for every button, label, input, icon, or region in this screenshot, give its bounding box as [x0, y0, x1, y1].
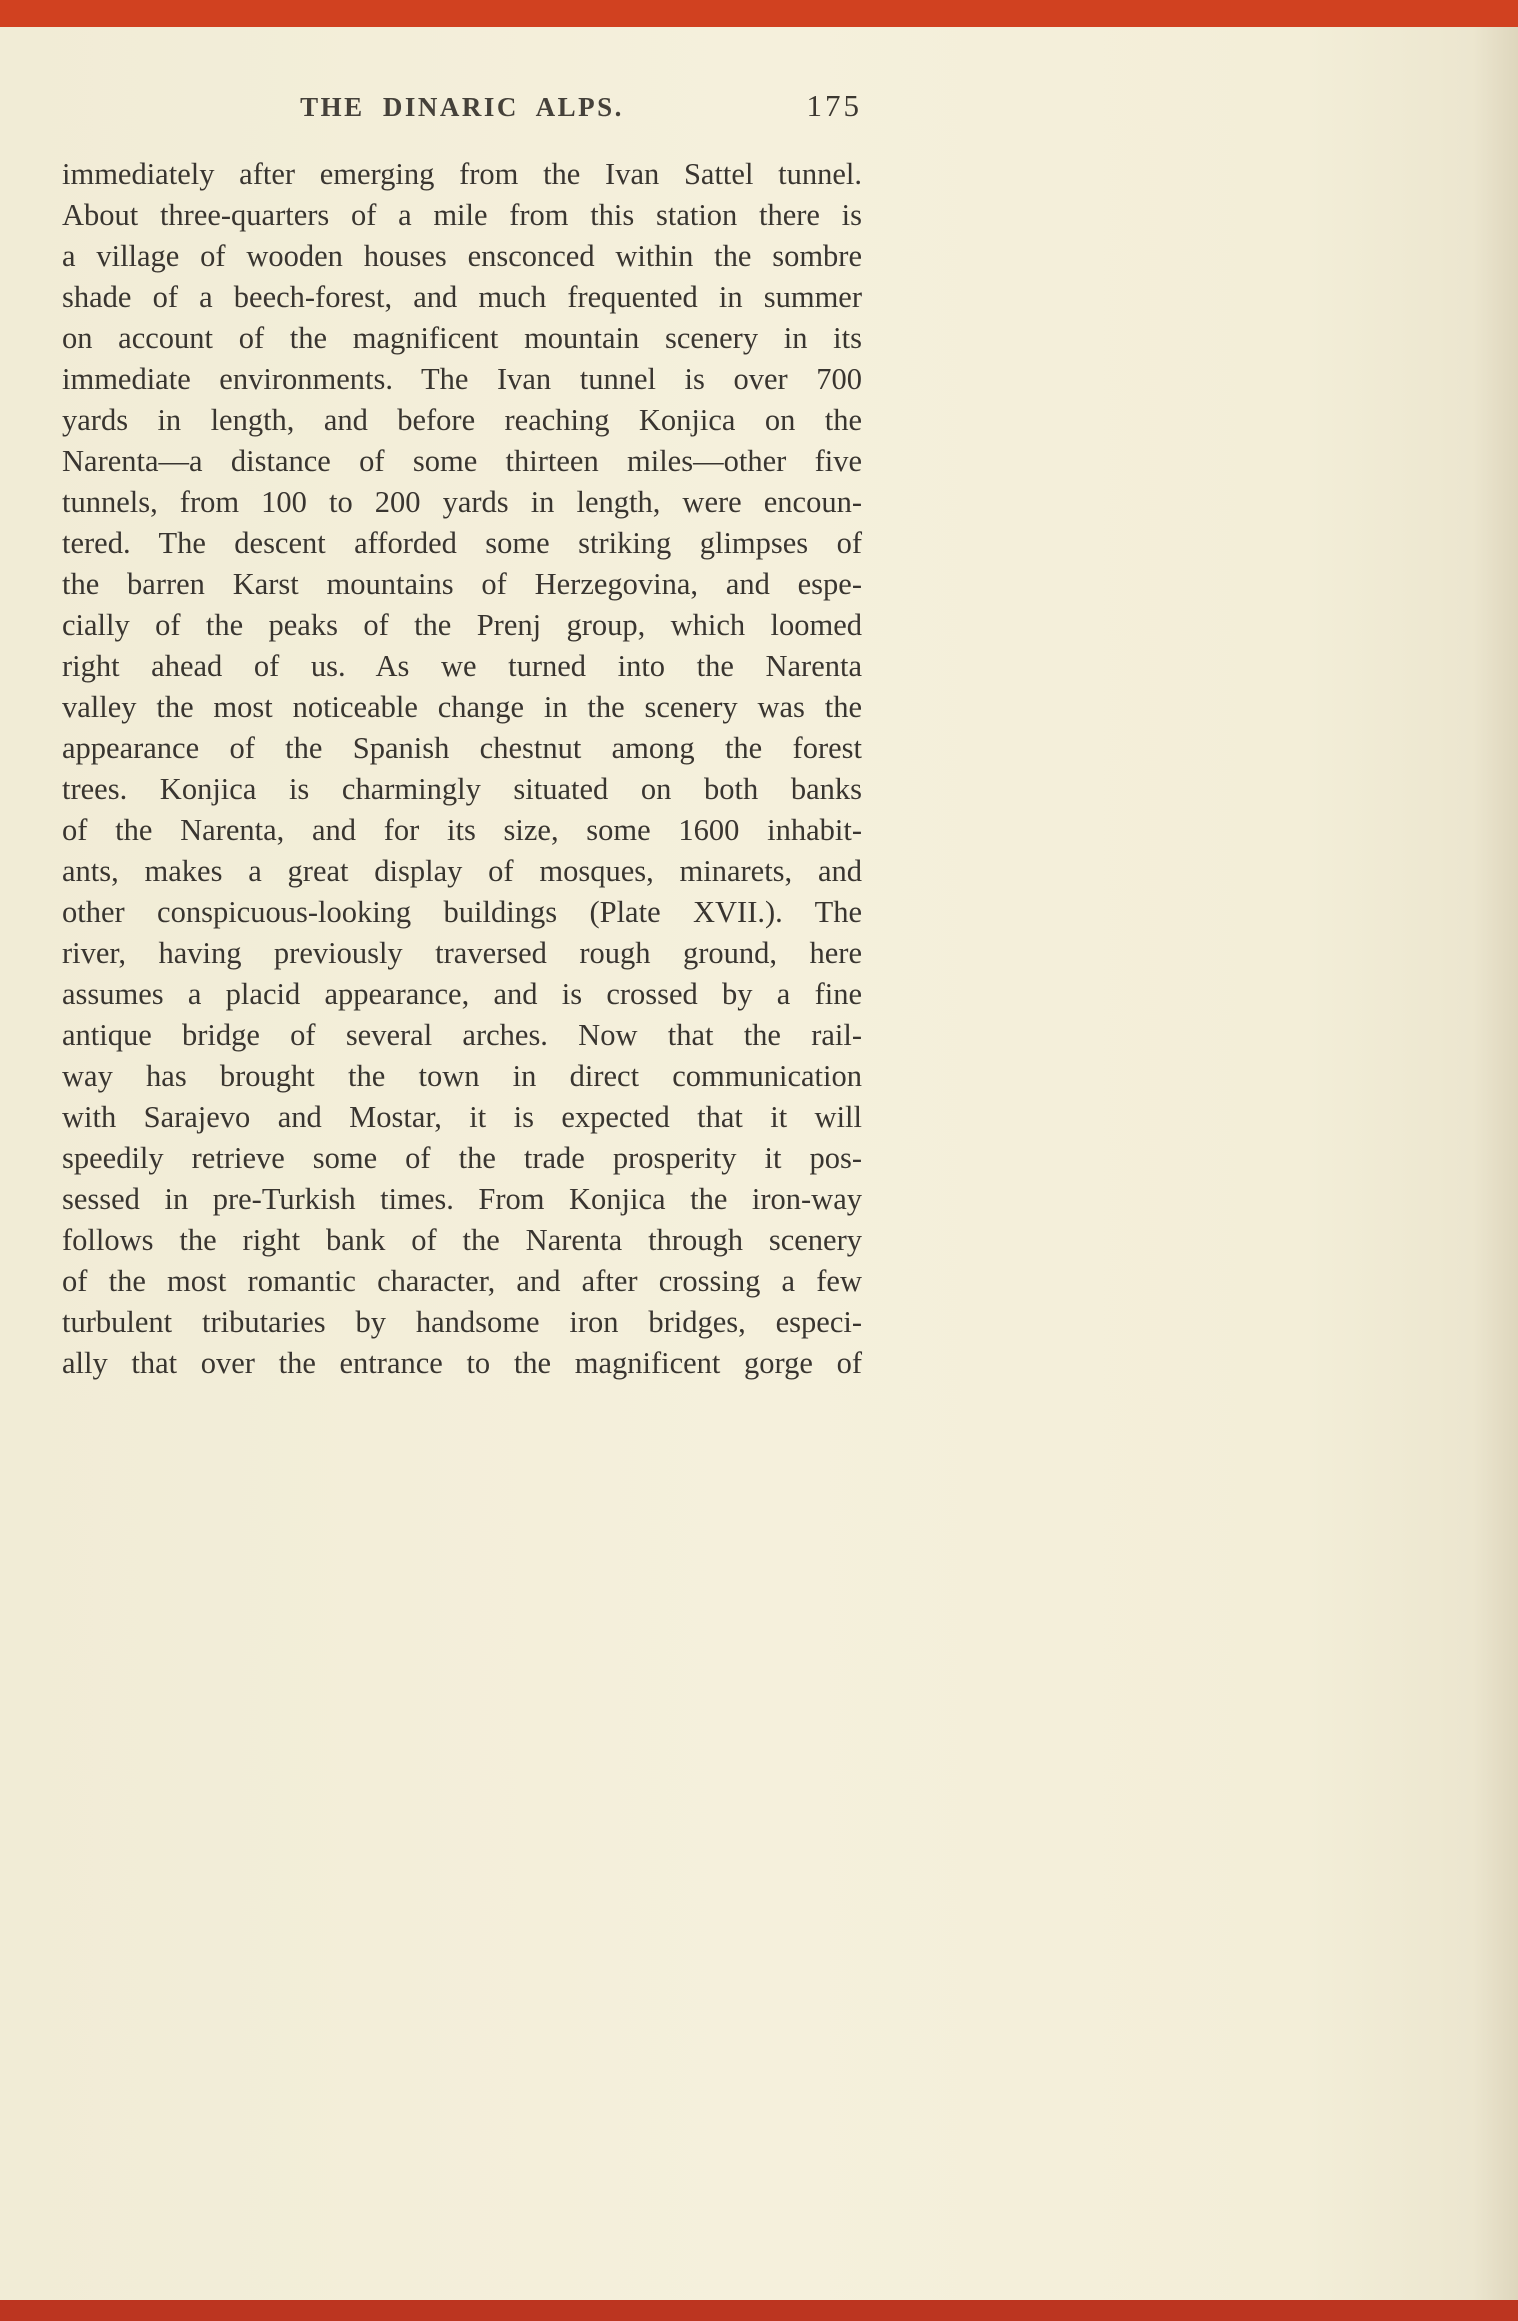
text-line: way has brought the town in direct communication — [62, 1059, 862, 1093]
text-line: turbulent tributaries by handsome iron bridges, especi- — [62, 1305, 862, 1339]
text-line: About three-quarters of a mile from this station there is — [62, 198, 862, 232]
running-title: THE DINARIC ALPS. — [300, 92, 624, 122]
text-line: shade of a beech-forest, and much frequented in summer — [62, 280, 862, 314]
text-line: sessed in pre-Turkish times. From Konjica the iron-way — [62, 1182, 862, 1216]
text-line: follows the right bank of the Narenta through scenery — [62, 1223, 862, 1257]
text-line: antique bridge of several arches. Now that the rail- — [62, 1018, 862, 1052]
text-line: of the Narenta, and for its size, some 1600 inhabit- — [62, 813, 862, 847]
page-number: 175 — [806, 88, 862, 123]
text-line: with Sarajevo and Mostar, it is expected that it will — [62, 1100, 862, 1134]
text-line: yards in length, and before reaching Konjica on the — [62, 403, 862, 437]
body-text — [62, 154, 862, 1384]
page-content — [62, 90, 862, 1384]
text-line: river, having previously traversed rough ground, here — [62, 936, 862, 970]
text-line: on account of the magnificent mountain scenery in its — [62, 321, 862, 355]
text-line: cially of the peaks of the Prenj group, which loomed — [62, 608, 862, 642]
text-line: tered. The descent afforded some striking glimpses of — [62, 526, 862, 560]
text-line: trees. Konjica is charmingly situated on both banks — [62, 772, 862, 806]
text-line: Narenta—a distance of some thirteen miles—other five — [62, 444, 862, 478]
text-line: ants, makes a great display of mosques, minarets, and — [62, 854, 862, 888]
text-line: a village of wooden houses ensconced within the sombre — [62, 239, 862, 273]
text-line: appearance of the Spanish chestnut among the forest — [62, 731, 862, 765]
text-line: the barren Karst mountains of Herzegovina, and espe- — [62, 567, 862, 601]
text-line: of the most romantic character, and after crossing a few — [62, 1264, 862, 1298]
text-line: immediately after emerging from the Ivan Sattel tunnel. — [62, 157, 862, 191]
text-line: speedily retrieve some of the trade prosperity it pos- — [62, 1141, 862, 1175]
text-line: ally that over the entrance to the magnificent gorge of — [62, 1346, 862, 1380]
bottom-edge-band — [0, 2300, 1518, 2321]
text-line: tunnels, from 100 to 200 yards in length, were encoun- — [62, 485, 862, 519]
text-line: valley the most noticeable change in the scenery was the — [62, 690, 862, 724]
text-line: right ahead of us. As we turned into the Narenta — [62, 649, 862, 683]
top-edge-band — [0, 0, 1518, 27]
text-line: immediate environments. The Ivan tunnel is over 700 — [62, 362, 862, 396]
text-line: assumes a placid appearance, and is crossed by a fine — [62, 977, 862, 1011]
text-line: other conspicuous-looking buildings (Plate XVII.). The — [62, 895, 862, 929]
page-header — [62, 90, 862, 132]
